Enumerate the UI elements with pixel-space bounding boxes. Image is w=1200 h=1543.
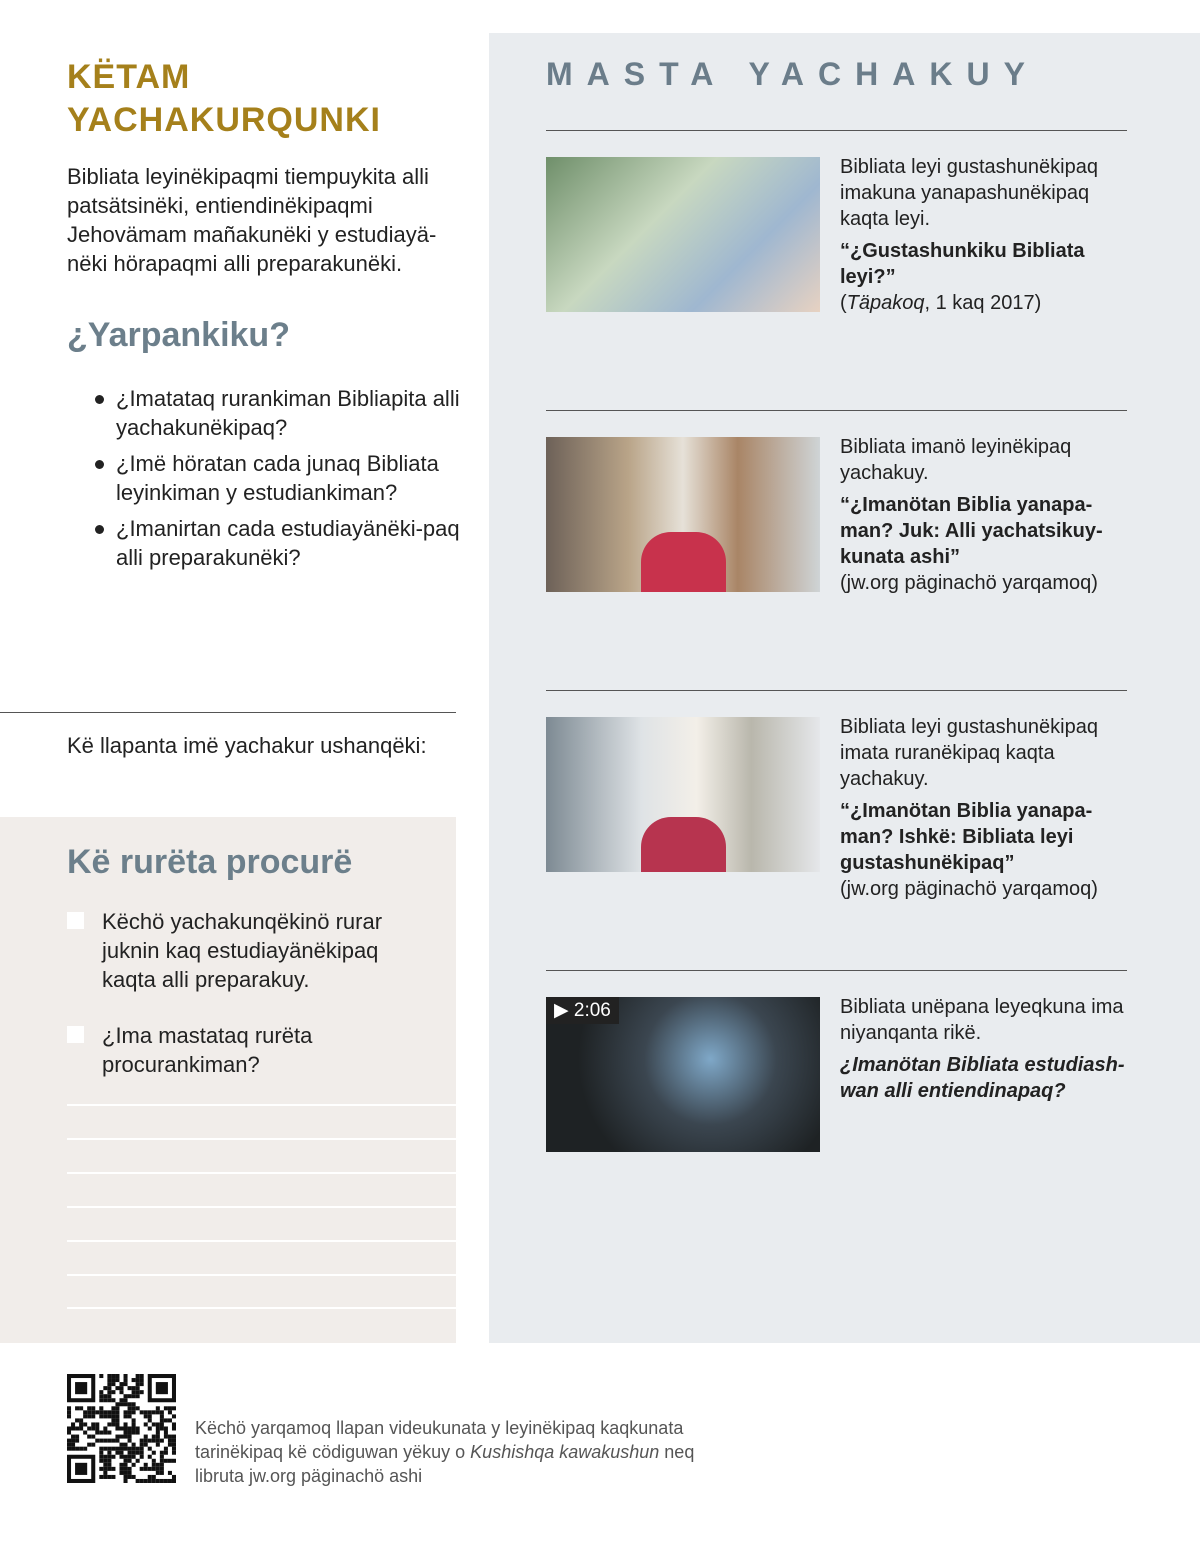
writing-line: [67, 1240, 456, 1242]
divider: [546, 130, 1127, 131]
play-icon: ▶: [554, 1000, 574, 1021]
title-line: YACHAKURQUNKI: [67, 101, 381, 139]
resource-item: [840, 154, 1130, 316]
article-image-people-reading[interactable]: [546, 157, 820, 312]
divider: [546, 970, 1127, 971]
resource-source: (jw.org päginachö yarqamoq): [840, 572, 1098, 594]
resource-item: [840, 994, 1130, 1104]
divider: [0, 712, 456, 713]
writing-line: [67, 1307, 456, 1309]
video-thumbnail[interactable]: [546, 997, 820, 1152]
goal-label: Këchö yachakunqëkinö rurar juknin kaq estudiayänëkipaq kaqta alli preparakuy.: [102, 909, 383, 992]
goal-label: ¿Ima mastataq rurëta procurankiman?: [102, 1023, 313, 1077]
next-lesson-text: Kë llapanta imë yachakur ushanqëki:: [67, 733, 427, 758]
writing-line: [67, 1104, 456, 1106]
goal-checkbox-item[interactable]: [67, 907, 437, 994]
resource-title-link[interactable]: “¿Imanötan Biblia yanapa-man? Juk: Alli yachatsikuy-kunata ashi”: [840, 494, 1103, 568]
writing-line: [67, 1274, 456, 1276]
title-line: KËTAM: [67, 58, 191, 96]
writing-line: [67, 1138, 456, 1140]
intro-text: Bibliata leyinëkipaqmi tiempuykita alli patsätsinëki, entiendinëkipaqmi Jehovämam mañakunëki y estudiayä-nëki hörapaqmi alli preparakunëki.: [67, 164, 437, 276]
writing-line: [67, 1206, 456, 1208]
article-image-girl-reading[interactable]: [546, 437, 820, 592]
resource-title-link[interactable]: ¿Imanötan Bibliata estudiash-wan alli entiendinapaq?: [840, 1054, 1125, 1102]
checkbox[interactable]: [67, 912, 84, 929]
resource-desc: Bibliata imanö leyinëkipaq yachakuy.: [840, 436, 1072, 484]
divider: [546, 690, 1127, 691]
resource-desc: Bibliata leyi gustashunëkipaq imakuna yanapashunëkipaq kaqta leyi.: [840, 156, 1098, 230]
goal-checkbox-item[interactable]: [67, 1021, 437, 1079]
article-image-girl-with-book[interactable]: [546, 717, 820, 872]
questions-list: [92, 384, 462, 579]
checkbox[interactable]: [67, 1026, 84, 1043]
list-item: ¿Imanirtan cada estudiayänëki-paq alli preparakunëki?: [92, 514, 462, 572]
questions-heading: ¿Yarpankiku?: [67, 316, 290, 354]
writing-line: [67, 1172, 456, 1174]
divider: [546, 410, 1127, 411]
list-item: ¿Imatataq rurankiman Bibliapita alli yachakunëkipaq?: [92, 384, 462, 442]
resource-item: [840, 714, 1130, 902]
resource-title-link[interactable]: “¿Gustashunkiku Bibliata leyi?”: [840, 240, 1085, 288]
page-title: [67, 56, 467, 142]
qr-code[interactable]: [67, 1374, 176, 1483]
video-duration-badge: ▶ 2:06: [546, 997, 619, 1024]
list-item: ¿Imë höratan cada junaq Bibliata leyinkiman y estudiankiman?: [92, 449, 462, 507]
more-learning-heading: MASTA YACHAKUY: [546, 56, 1039, 92]
goals-box: [0, 817, 456, 1343]
resource-source: (Täpakoq, 1 kaq 2017): [840, 292, 1042, 314]
resource-source: (jw.org päginachö yarqamoq): [840, 878, 1098, 900]
resource-desc: Bibliata leyi gustashunëkipaq imata ruranëkipaq kaqta yachakuy.: [840, 716, 1098, 790]
goals-heading: Kë rurëta procurë: [67, 843, 353, 881]
footer-text: Këchö yarqamoq llapan videukunata y leyinëkipaq kaqkunata tarinëkipaq kë cödiguwan yëkuy o Kushishqa kawakushun neq libruta jw.org päginachö ashi: [195, 1418, 695, 1486]
resource-item: [840, 434, 1130, 596]
resource-title-link[interactable]: “¿Imanötan Biblia yanapa-man? Ishkë: Bibliata leyi gustashunëkipaq”: [840, 800, 1093, 874]
resource-desc: Bibliata unëpana leyeqkuna ima niyanqanta rikë.: [840, 996, 1124, 1044]
